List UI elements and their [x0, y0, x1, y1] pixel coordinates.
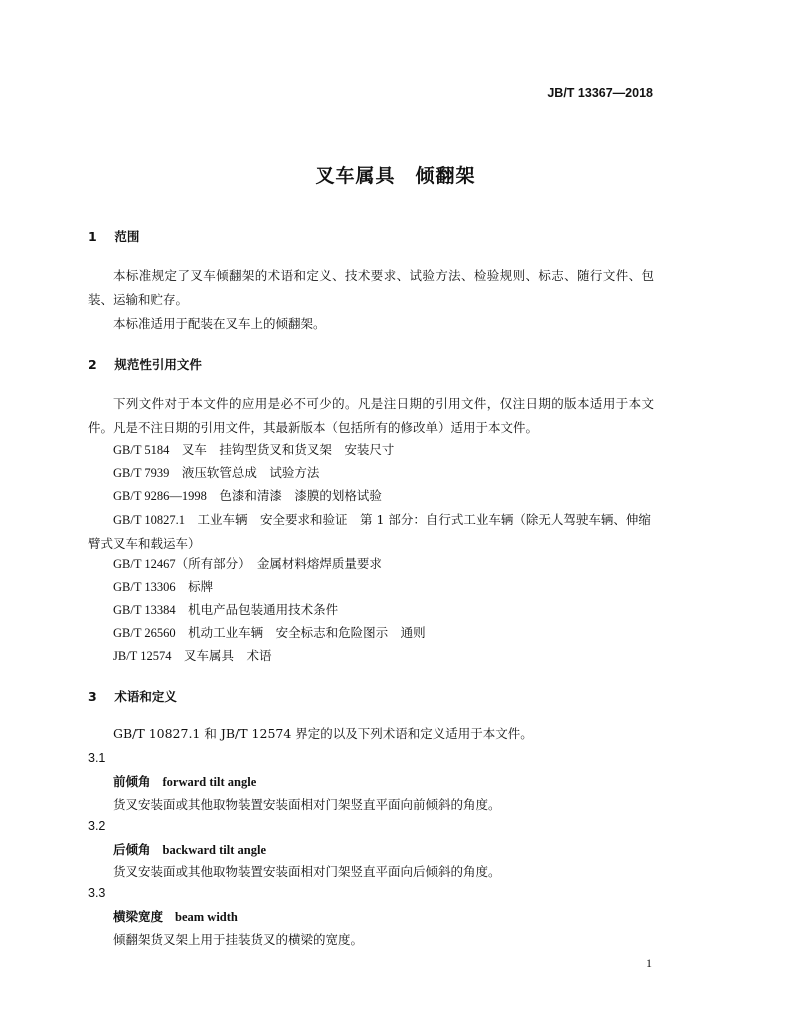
term-english: forward tilt angle — [162, 775, 257, 789]
term-definition: 货叉安装面或其他取物装置安装面相对门架竖直平面向前倾斜的角度。 — [113, 797, 501, 812]
term-number: 3.3 — [88, 886, 106, 900]
reference-title: 色漆和清漆 漆膜的划格试验 — [219, 488, 382, 503]
reference-title: 机电产品包装通用技术条件 — [188, 602, 339, 617]
reference-item — [113, 554, 382, 572]
term-definition: 货叉安装面或其他取物装置安装面相对门架竖直平面向后倾斜的角度。 — [113, 864, 501, 879]
term-english: beam width — [175, 910, 238, 924]
reference-code: GB/T 10827.1 — [113, 513, 185, 527]
section-number: 1 — [88, 229, 97, 244]
reference-code: GB/T 7939 — [113, 466, 170, 480]
reference-item — [113, 646, 272, 664]
term-chinese: 后倾角 — [113, 842, 151, 857]
scope-paragraph-2: 本标准适用于配装在叉车上的倾翻架。 — [113, 316, 326, 331]
section-title: 术语和定义 — [114, 689, 177, 704]
terms-intro: GB/T 10827.1 和 JB/T 12574 界定的以及下列术语和定义适用于本文件。 — [113, 726, 533, 741]
term-chinese: 前倾角 — [113, 774, 151, 789]
reference-title: 液压软管总成 试验方法 — [181, 465, 320, 480]
references-intro: 下列文件对于本文件的应用是必不可少的。凡是注日期的引用文件，仅注日期的版本适用于本文件。凡是不注日期的引用文件，其最新版本（包括所有的修改单）适用于本文件。 — [88, 396, 654, 435]
reference-item — [113, 577, 213, 595]
reference-item — [113, 486, 382, 504]
reference-title: 工业车辆 安全要求和验证 第 1 部分：自行式工业车辆（除无人驾驶车辆、伸缩臂式叉车和载运车） — [88, 512, 651, 551]
reference-code: GB/T 5184 — [113, 443, 170, 457]
reference-item — [113, 600, 338, 618]
reference-item — [88, 508, 654, 555]
section-1-heading — [88, 227, 139, 245]
reference-item — [113, 623, 426, 641]
document-title: 叉车属具 倾翻架 — [315, 165, 476, 187]
term-number: 3.1 — [88, 751, 106, 765]
term-heading — [113, 840, 266, 858]
page-number: 1 — [646, 956, 652, 970]
reference-title: 叉车属具 术语 — [183, 648, 272, 663]
reference-code: GB/T 9286—1998 — [113, 489, 207, 503]
term-english: backward tilt angle — [162, 843, 266, 857]
reference-title: 机动工业车辆 安全标志和危险图示 通则 — [188, 625, 426, 640]
reference-code: GB/T 26560 — [113, 626, 176, 640]
section-number: 2 — [88, 357, 97, 372]
scope-paragraph-1: 本标准规定了叉车倾翻架的术语和定义、技术要求、试验方法、检验规则、标志、随行文件、包装、运输和贮存。 — [88, 268, 654, 307]
section-number: 3 — [88, 689, 97, 704]
standard-number: JB/T 13367—2018 — [547, 86, 653, 100]
reference-title: 叉车 挂钩型货叉和货叉架 安装尺寸 — [181, 442, 395, 457]
term-chinese: 横梁宽度 — [113, 909, 164, 924]
term-heading — [113, 907, 238, 925]
reference-title: 标牌 — [188, 579, 214, 594]
reference-title: （所有部分） 金属材料熔焊质量要求 — [175, 556, 382, 571]
section-title: 规范性引用文件 — [114, 357, 202, 372]
reference-code: GB/T 13384 — [113, 603, 176, 617]
term-number: 3.2 — [88, 819, 106, 833]
reference-item — [113, 440, 394, 458]
reference-code: GB/T 12467 — [113, 557, 176, 571]
reference-code: GB/T 13306 — [113, 580, 176, 594]
reference-code: JB/T 12574 — [113, 649, 172, 663]
term-definition: 倾翻架货叉架上用于挂装货叉的横梁的宽度。 — [113, 932, 364, 947]
section-3-heading — [88, 687, 177, 705]
term-heading — [113, 772, 256, 790]
section-2-heading — [88, 355, 202, 373]
reference-item — [113, 463, 319, 481]
section-title: 范围 — [114, 229, 140, 244]
